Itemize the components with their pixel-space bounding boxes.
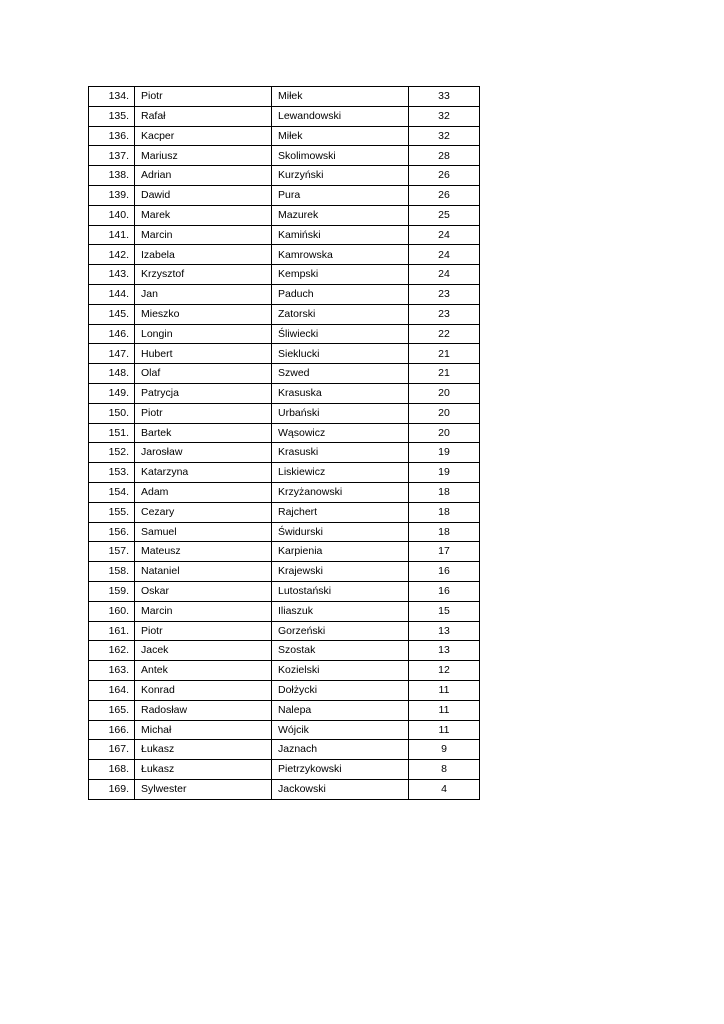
- cell-last-name: Skolimowski: [272, 146, 409, 166]
- cell-score: 18: [409, 502, 480, 522]
- cell-score: 26: [409, 166, 480, 186]
- cell-last-name: Pura: [272, 185, 409, 205]
- cell-rank: 149.: [89, 383, 135, 403]
- cell-score: 18: [409, 522, 480, 542]
- cell-rank: 161.: [89, 621, 135, 641]
- table-row: [89, 482, 480, 502]
- table-row: [89, 601, 480, 621]
- cell-last-name: Miłek: [272, 87, 409, 107]
- cell-rank: 144.: [89, 284, 135, 304]
- cell-first-name: Jarosław: [135, 443, 272, 463]
- cell-score: 11: [409, 680, 480, 700]
- cell-score: 13: [409, 621, 480, 641]
- table-row: [89, 265, 480, 285]
- table-row: [89, 205, 480, 225]
- cell-rank: 156.: [89, 522, 135, 542]
- cell-score: 24: [409, 245, 480, 265]
- cell-rank: 157.: [89, 542, 135, 562]
- cell-score: 19: [409, 443, 480, 463]
- table-row: [89, 344, 480, 364]
- table-row: [89, 126, 480, 146]
- cell-first-name: Olaf: [135, 364, 272, 384]
- cell-first-name: Piotr: [135, 403, 272, 423]
- cell-first-name: Oskar: [135, 581, 272, 601]
- cell-last-name: Zatorski: [272, 304, 409, 324]
- cell-first-name: Mariusz: [135, 146, 272, 166]
- table-row: [89, 720, 480, 740]
- cell-rank: 152.: [89, 443, 135, 463]
- cell-last-name: Dołżycki: [272, 680, 409, 700]
- cell-last-name: Kamiński: [272, 225, 409, 245]
- cell-first-name: Marek: [135, 205, 272, 225]
- table-row: [89, 443, 480, 463]
- cell-rank: 142.: [89, 245, 135, 265]
- cell-first-name: Adrian: [135, 166, 272, 186]
- cell-score: 28: [409, 146, 480, 166]
- cell-first-name: Marcin: [135, 225, 272, 245]
- cell-score: 11: [409, 700, 480, 720]
- cell-first-name: Michał: [135, 720, 272, 740]
- cell-rank: 162.: [89, 641, 135, 661]
- table-row: [89, 522, 480, 542]
- cell-last-name: Świdurski: [272, 522, 409, 542]
- cell-rank: 137.: [89, 146, 135, 166]
- cell-last-name: Rajchert: [272, 502, 409, 522]
- cell-first-name: Dawid: [135, 185, 272, 205]
- cell-first-name: Katarzyna: [135, 463, 272, 483]
- cell-first-name: Longin: [135, 324, 272, 344]
- table-row: [89, 423, 480, 443]
- cell-first-name: Piotr: [135, 621, 272, 641]
- table-row: [89, 779, 480, 799]
- table-row: [89, 562, 480, 582]
- cell-score: 24: [409, 265, 480, 285]
- cell-first-name: Nataniel: [135, 562, 272, 582]
- cell-last-name: Jackowski: [272, 779, 409, 799]
- table-row: [89, 383, 480, 403]
- cell-last-name: Lutostański: [272, 581, 409, 601]
- cell-last-name: Krasuski: [272, 443, 409, 463]
- cell-first-name: Cezary: [135, 502, 272, 522]
- cell-rank: 166.: [89, 720, 135, 740]
- cell-last-name: Szostak: [272, 641, 409, 661]
- cell-last-name: Kamrowska: [272, 245, 409, 265]
- table-row: [89, 641, 480, 661]
- table-row: [89, 146, 480, 166]
- cell-rank: 169.: [89, 779, 135, 799]
- cell-rank: 164.: [89, 680, 135, 700]
- cell-score: 21: [409, 364, 480, 384]
- cell-rank: 141.: [89, 225, 135, 245]
- rankings-table-body: [89, 87, 480, 800]
- cell-last-name: Miłek: [272, 126, 409, 146]
- cell-last-name: Kempski: [272, 265, 409, 285]
- cell-first-name: Sylwester: [135, 779, 272, 799]
- cell-score: 4: [409, 779, 480, 799]
- cell-last-name: Krasuska: [272, 383, 409, 403]
- cell-last-name: Wąsowicz: [272, 423, 409, 443]
- table-row: [89, 502, 480, 522]
- cell-score: 8: [409, 760, 480, 780]
- cell-rank: 168.: [89, 760, 135, 780]
- cell-last-name: Iliaszuk: [272, 601, 409, 621]
- cell-score: 22: [409, 324, 480, 344]
- cell-score: 24: [409, 225, 480, 245]
- cell-score: 17: [409, 542, 480, 562]
- cell-rank: 148.: [89, 364, 135, 384]
- cell-first-name: Bartek: [135, 423, 272, 443]
- cell-rank: 151.: [89, 423, 135, 443]
- cell-score: 12: [409, 661, 480, 681]
- cell-first-name: Kacper: [135, 126, 272, 146]
- cell-score: 21: [409, 344, 480, 364]
- cell-last-name: Gorzeński: [272, 621, 409, 641]
- cell-rank: 139.: [89, 185, 135, 205]
- cell-last-name: Lewandowski: [272, 106, 409, 126]
- rankings-table: [88, 86, 480, 800]
- cell-rank: 135.: [89, 106, 135, 126]
- table-row: [89, 225, 480, 245]
- cell-rank: 140.: [89, 205, 135, 225]
- cell-last-name: Pietrzykowski: [272, 760, 409, 780]
- cell-last-name: Śliwiecki: [272, 324, 409, 344]
- cell-score: 18: [409, 482, 480, 502]
- table-row: [89, 740, 480, 760]
- cell-last-name: Urbański: [272, 403, 409, 423]
- cell-score: 23: [409, 304, 480, 324]
- cell-last-name: Mazurek: [272, 205, 409, 225]
- cell-first-name: Łukasz: [135, 740, 272, 760]
- cell-first-name: Krzysztof: [135, 265, 272, 285]
- cell-rank: 134.: [89, 87, 135, 107]
- cell-first-name: Łukasz: [135, 760, 272, 780]
- cell-last-name: Sieklucki: [272, 344, 409, 364]
- cell-score: 11: [409, 720, 480, 740]
- cell-first-name: Konrad: [135, 680, 272, 700]
- cell-last-name: Jaznach: [272, 740, 409, 760]
- cell-score: 13: [409, 641, 480, 661]
- cell-last-name: Wójcik: [272, 720, 409, 740]
- table-row: [89, 581, 480, 601]
- cell-rank: 159.: [89, 581, 135, 601]
- cell-last-name: Karpienia: [272, 542, 409, 562]
- table-row: [89, 324, 480, 344]
- table-row: [89, 700, 480, 720]
- cell-score: 23: [409, 284, 480, 304]
- cell-first-name: Mieszko: [135, 304, 272, 324]
- table-row: [89, 542, 480, 562]
- table-row: [89, 284, 480, 304]
- table-row: [89, 87, 480, 107]
- cell-last-name: Liskiewicz: [272, 463, 409, 483]
- cell-rank: 136.: [89, 126, 135, 146]
- cell-first-name: Antek: [135, 661, 272, 681]
- cell-score: 16: [409, 562, 480, 582]
- cell-rank: 147.: [89, 344, 135, 364]
- table-row: [89, 621, 480, 641]
- cell-first-name: Jacek: [135, 641, 272, 661]
- table-row: [89, 106, 480, 126]
- cell-score: 20: [409, 403, 480, 423]
- table-row: [89, 304, 480, 324]
- cell-rank: 153.: [89, 463, 135, 483]
- table-row: [89, 166, 480, 186]
- cell-score: 16: [409, 581, 480, 601]
- cell-rank: 146.: [89, 324, 135, 344]
- table-row: [89, 245, 480, 265]
- cell-first-name: Jan: [135, 284, 272, 304]
- cell-last-name: Szwed: [272, 364, 409, 384]
- cell-rank: 167.: [89, 740, 135, 760]
- cell-rank: 158.: [89, 562, 135, 582]
- cell-score: 32: [409, 126, 480, 146]
- cell-first-name: Mateusz: [135, 542, 272, 562]
- table-row: [89, 760, 480, 780]
- cell-first-name: Marcin: [135, 601, 272, 621]
- table-row: [89, 185, 480, 205]
- cell-rank: 138.: [89, 166, 135, 186]
- table-row: [89, 661, 480, 681]
- cell-score: 25: [409, 205, 480, 225]
- cell-rank: 145.: [89, 304, 135, 324]
- cell-score: 32: [409, 106, 480, 126]
- cell-rank: 143.: [89, 265, 135, 285]
- cell-score: 19: [409, 463, 480, 483]
- cell-first-name: Piotr: [135, 87, 272, 107]
- cell-last-name: Krzyżanowski: [272, 482, 409, 502]
- table-row: [89, 403, 480, 423]
- cell-rank: 155.: [89, 502, 135, 522]
- cell-score: 33: [409, 87, 480, 107]
- table-row: [89, 680, 480, 700]
- cell-last-name: Nalepa: [272, 700, 409, 720]
- cell-score: 26: [409, 185, 480, 205]
- cell-rank: 165.: [89, 700, 135, 720]
- cell-first-name: Radosław: [135, 700, 272, 720]
- cell-score: 15: [409, 601, 480, 621]
- cell-first-name: Rafał: [135, 106, 272, 126]
- cell-first-name: Izabela: [135, 245, 272, 265]
- cell-score: 20: [409, 423, 480, 443]
- cell-first-name: Samuel: [135, 522, 272, 542]
- cell-rank: 163.: [89, 661, 135, 681]
- cell-score: 20: [409, 383, 480, 403]
- cell-rank: 160.: [89, 601, 135, 621]
- cell-first-name: Patrycja: [135, 383, 272, 403]
- cell-last-name: Krajewski: [272, 562, 409, 582]
- cell-score: 9: [409, 740, 480, 760]
- cell-first-name: Hubert: [135, 344, 272, 364]
- cell-last-name: Kozielski: [272, 661, 409, 681]
- cell-last-name: Kurzyński: [272, 166, 409, 186]
- cell-rank: 150.: [89, 403, 135, 423]
- cell-rank: 154.: [89, 482, 135, 502]
- cell-first-name: Adam: [135, 482, 272, 502]
- table-row: [89, 463, 480, 483]
- cell-last-name: Paduch: [272, 284, 409, 304]
- table-row: [89, 364, 480, 384]
